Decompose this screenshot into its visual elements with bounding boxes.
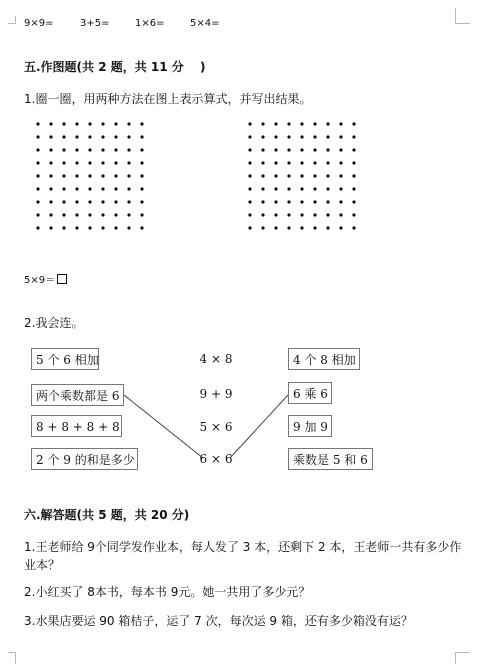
section-5-title: 五.作图题(共 2 题，共 11 分 ) — [24, 60, 206, 74]
question-5-1: 1.圈一圈，用两种方法在图上表示算式，并写出结果。 — [24, 92, 312, 106]
equation-5x9-text: 5×9＝ — [24, 275, 56, 286]
equation-1: 9×9= — [24, 18, 54, 29]
question-6-3: 3.水果店要运 90 箱桔子，运了 7 次，每次运 9 箱，还有多少箱没有运？ — [24, 614, 413, 628]
middle-expr-2[interactable]: 9 + 9 — [199, 387, 233, 401]
section-6-title: 六.解答题(共 5 题，共 20 分) — [24, 508, 190, 522]
question-6-1-line1: 1.王老师给 9个同学发作业本，每人发了 3 本，还剩下 2 本，王老师一共有多少作 — [24, 540, 462, 554]
equation-2: 3+5= — [80, 18, 110, 29]
left-box-4[interactable]: 2 个 9 的和是多少 — [31, 448, 138, 470]
equation-3: 1×6= — [135, 18, 165, 29]
right-box-3[interactable]: 9 加 9 — [288, 415, 332, 437]
question-5-2: 2.我会连。 — [24, 316, 84, 330]
left-box-3[interactable]: 8 + 8 + 8 + 8 — [31, 415, 122, 437]
left-box-1[interactable]: 5 个 6 相加 — [31, 348, 99, 370]
right-box-4[interactable]: 乘数是 5 和 6 — [288, 448, 373, 470]
right-box-1[interactable]: 4 个 8 相加 — [288, 348, 360, 370]
question-6-2: 2.小红买了 8本书，每本书 9元。她一共用了多少元？ — [24, 585, 311, 599]
right-box-2[interactable]: 6 乘 6 — [288, 382, 332, 404]
middle-expr-1[interactable]: 4 × 8 — [199, 352, 233, 366]
question-6-1-line2: 业本？ — [24, 558, 61, 572]
left-box-2[interactable]: 两个乘数都是 6 — [31, 384, 124, 406]
middle-expr-4[interactable]: 6 × 6 — [199, 452, 233, 466]
equation-4: 5×4= — [190, 18, 220, 29]
middle-expr-3[interactable]: 5 × 6 — [199, 420, 233, 434]
